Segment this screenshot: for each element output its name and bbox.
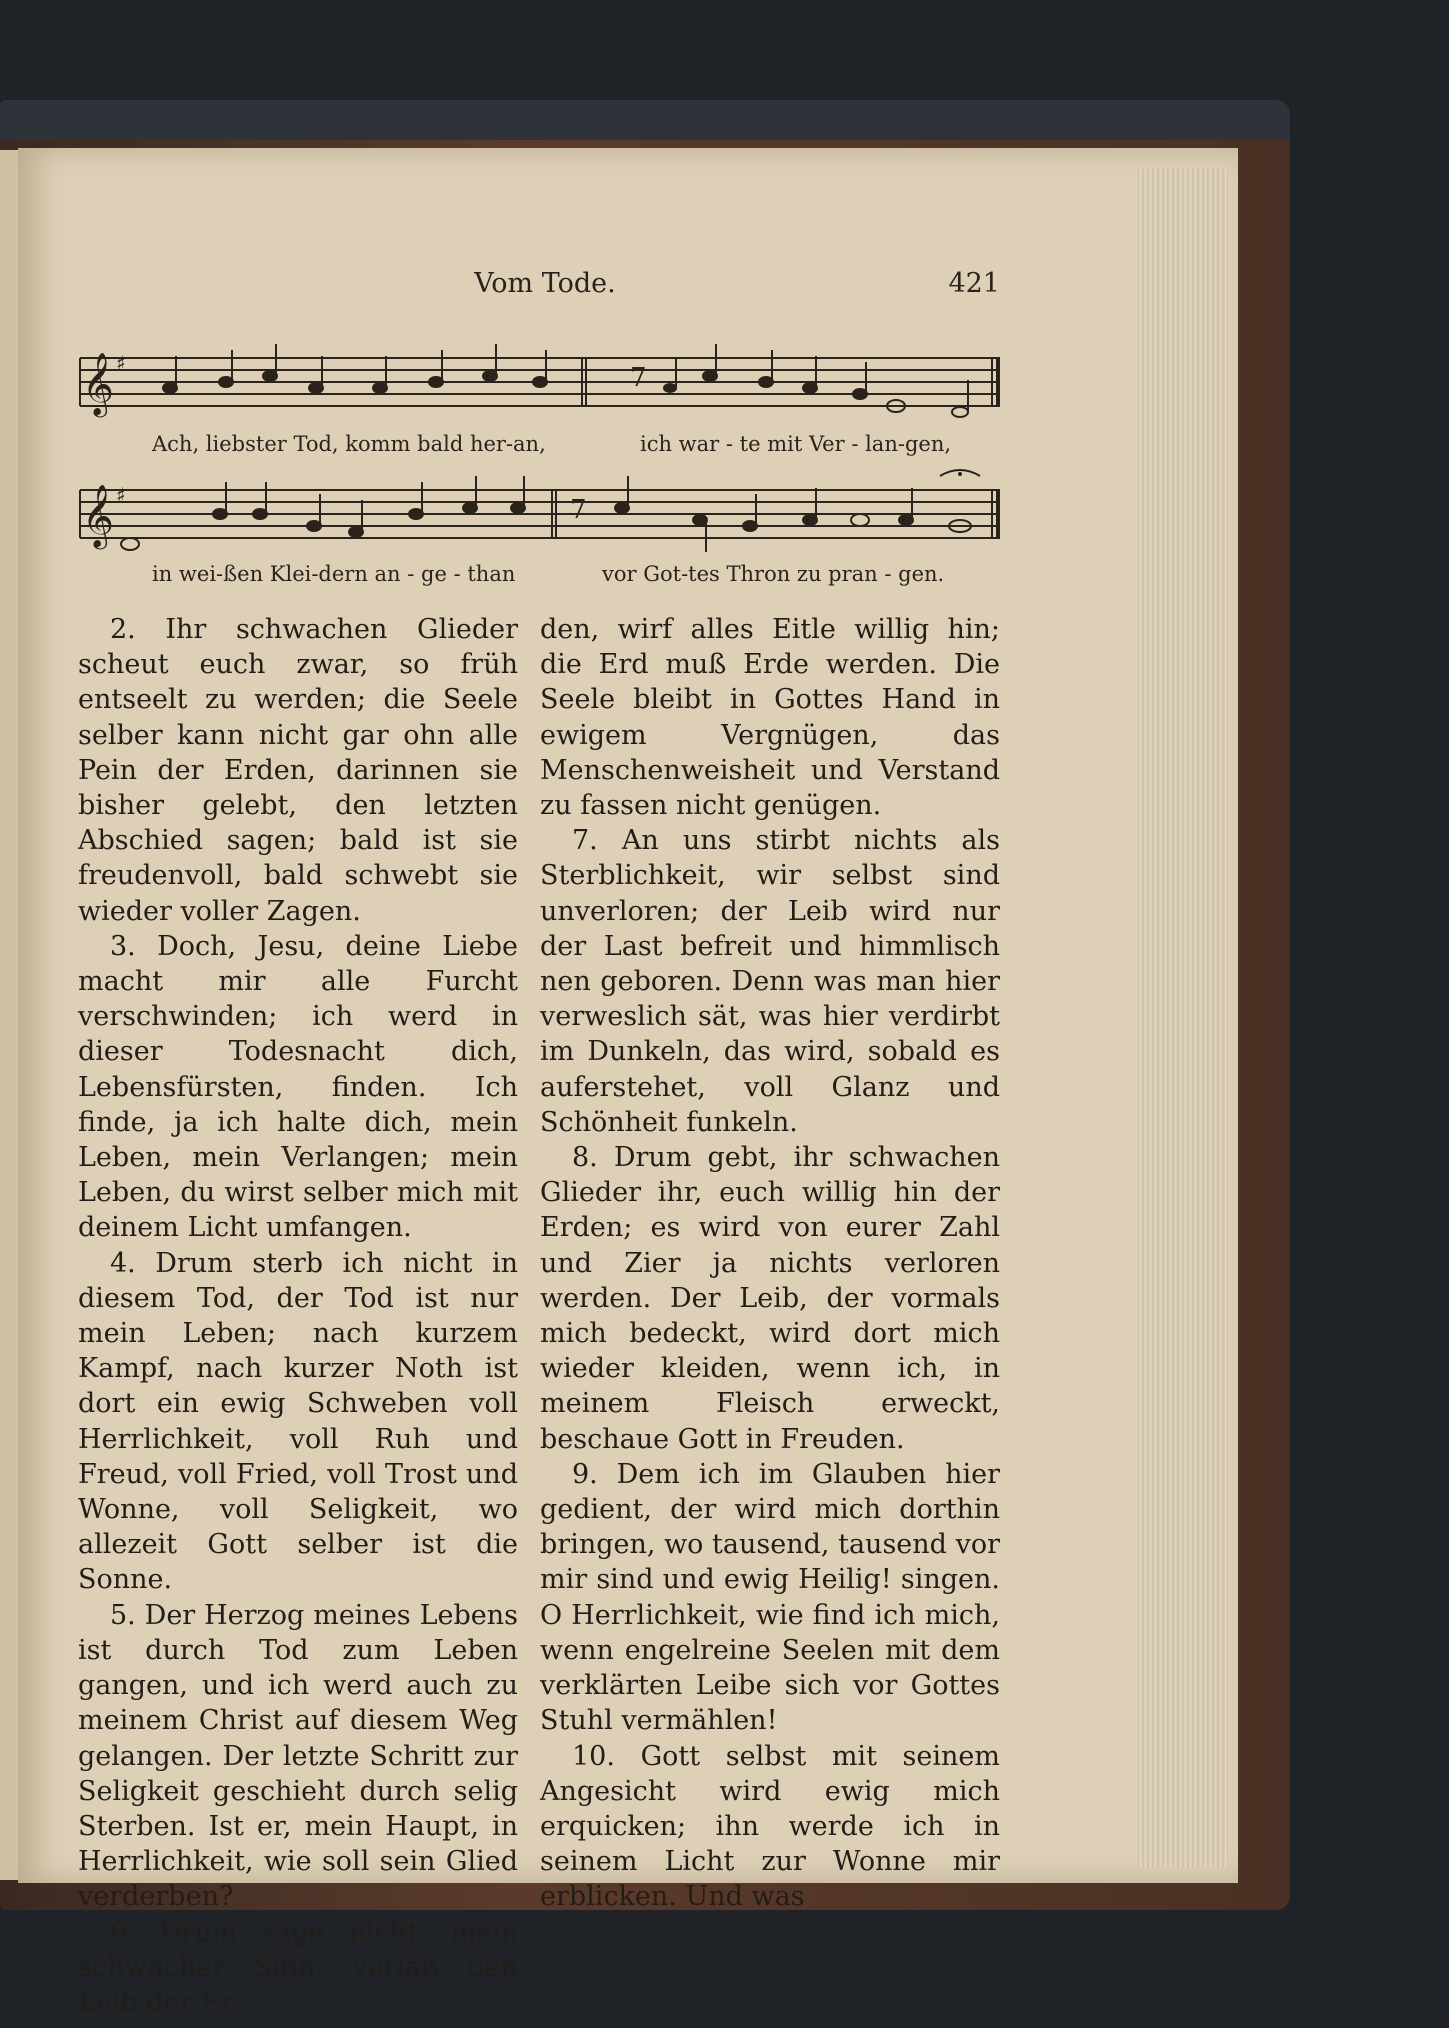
page-stack-edge [1138, 168, 1228, 1868]
music-staff-2 [70, 468, 1010, 558]
book-cover-top [0, 100, 1290, 140]
svg-text:7: 7 [630, 363, 647, 393]
svg-text:♯: ♯ [116, 483, 126, 507]
staff-1-svg [70, 336, 1010, 426]
stanza-2: 2. Ihr schwachen Glieder scheut euch zwar, so früh entseelt zu werden; die Seele selber kann nicht gar ohn alle Pein der Erden, darinnen sie bisher gelebt, den letzten Abschied sagen; bald ist sie freudenvoll, bald schwebt sie wieder voller Zagen. [78, 614, 518, 927]
stanza-10: 10. Gott selbst mit seinem Angesicht wird ewig mich erquicken; ihn werde ich in seinem Licht zur Wonne mir erblicken. Und was [540, 1740, 1000, 1913]
svg-text:𝄞: 𝄞 [82, 484, 114, 547]
music-staff-1 [70, 336, 1010, 426]
stanza-6-continuation: den, wirf alles Eitle willig hin; die Erd muß Erde werden. Die Seele bleibt in Gottes Hand in ewigem Vergnügen, das Menschenweisheit und Verstand zu fassen nicht genügen. [540, 614, 1000, 822]
svg-text:♯: ♯ [116, 351, 126, 375]
stanza-9: 9. Dem ich im Glauben hier gedient, der wird mich dorthin bringen, wo tausend, tausend vor mir sind und ewig Heilig! singen. O Herrlichkeit, wie find ich mich, wenn engelreine Seelen mit dem verklärten Leibe sich vor Gottes Stuhl vermählen! [540, 1458, 1000, 1737]
right-text-column [540, 612, 1000, 1915]
lyric-line-1b: ich war - te mit Ver - lan-gen, [640, 432, 952, 456]
running-title: Vom Tode. [474, 268, 616, 299]
lyric-line-1a: Ach, liebster Tod, komm bald her-an, [152, 432, 546, 456]
stanza-5: 5. Der Herzog meines Lebens ist durch Tod zum Leben gangen, und ich werd auch zu meinem Christ auf diesem Weg gelangen. Der letzte Schritt zur Seligkeit geschieht durch selig Sterben. Ist er, mein Haupt, in Herrlichkeit, wie soll sein Glied verderben? [78, 1599, 518, 1913]
stanza-6-start: 6. Drum zage nicht, mein schwacher Sinn, verlaß den Leib der Er- [78, 1916, 518, 2018]
svg-text:7: 7 [570, 495, 587, 525]
stanza-8: 8. Drum gebt, ihr schwachen Glieder ihr, euch willig hin der Erden; es wird von eurer Zahl und Zier ja nichts verloren werden. Der Leib, der vormals mich bedeckt, wird dort mich wieder kleiden, wenn ich, in meinem Fleisch erweckt, beschaue Gott in Freuden. [540, 1142, 1000, 1455]
page-number: 421 [948, 268, 1000, 299]
page-header [90, 268, 1000, 312]
stanza-3: 3. Doch, Jesu, deine Liebe macht mir alle Furcht verschwinden; ich werd in dieser Todesnacht dich, Lebensfürsten, finden. Ich finde, ja ich halte dich, mein Leben, mein Verlangen; mein Leben, du wirst selber mich mit deinem Licht umfangen. [78, 930, 518, 1244]
left-text-column [78, 612, 518, 2020]
stanza-4: 4. Drum sterb ich nicht in diesem Tod, der Tod ist nur mein Leben; nach kurzem Kampf, nach kurzer Noth ist dort ein ewig Schweben voll Herrlichkeit, voll Ruh und Freud, voll Fried, voll Trost und Wonne, voll Seligkeit, wo allezeit Gott selber ist die Sonne. [78, 1247, 518, 1596]
staff-2-svg [70, 468, 1010, 558]
lyric-line-2b: vor Got-tes Thron zu pran - gen. [602, 562, 945, 586]
stanza-7: 7. An uns stirbt nichts als Sterblichkeit, wir selbst sind unverloren; der Leib wird nur der Last befreit und himmlisch nen geboren. Denn was man hier verweslich sät, was hier verdirbt im Dunkeln, das wird, sobald es auferstehet, voll Glanz und Schönheit funkeln. [540, 825, 1000, 1138]
lyric-line-2a: in wei-ßen Klei-dern an - ge - than [152, 562, 516, 586]
svg-text:𝄞: 𝄞 [82, 352, 114, 415]
